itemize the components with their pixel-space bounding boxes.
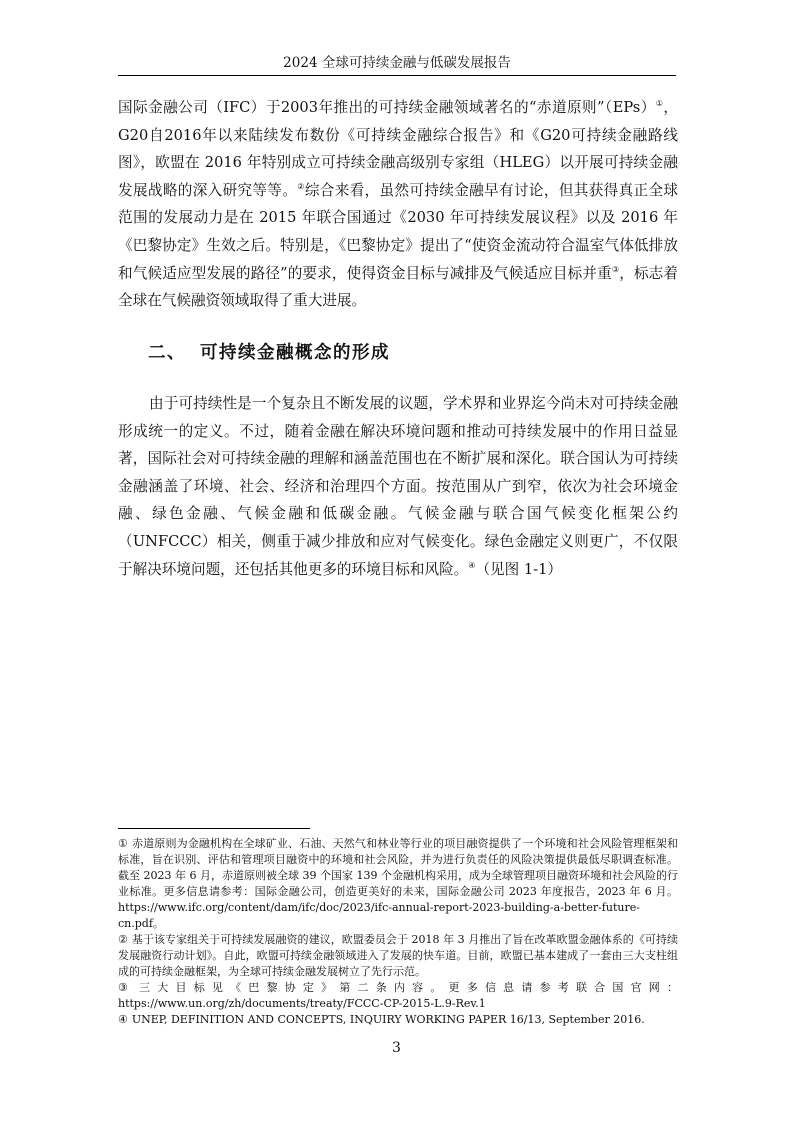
paragraph-2-text: 由于可持续性是一个复杂且不断发展的议题，学术界和业界迄今尚未对可持续金融形成统一的定义。不过，随着金融在解决环境问题和推动可持续发展中的作用日益显著，国际社会对可持续金融的理解和涵盖范围也在不断扩展和深化。联合国认为可持续金融涵盖了环境、社会、经济和治理四个方面。按范围从广到窄，依次为社会环境金融、绿色金融、气候金融和低碳金融。气候金融与联合国气候变化框架公约（UNFCCC）相关，侧重于减少排放和应对气候变化。绿色金融定义则更广，不仅限于解决环境问题，还包括其他更多的环境目标和风险。 (118, 395, 678, 578)
body-paragraph-1 (118, 94, 678, 315)
footnote-ref-2[interactable]: ② (297, 181, 305, 191)
footnote-item (118, 836, 678, 932)
footnote-text: 基于该专家组关于可持续发展融资的建议，欧盟委员会于 2018 年 3 月推出了旨在改革欧盟金融体系的《可持续发展融资行动计划》。自此，欧盟可持续金融领域进入了发展的快车道。目前，欧盟已基本建成了一套由三大支柱组成的可持续金融框架，为全球可持续金融发展树立了先行示范。 (118, 933, 678, 978)
paragraph-1-text-b: ，G20自2016年以来陆续发布数份《可持续金融综合报告》和《G20可持续金融路线图》，欧盟在 2016 年特别成立可持续金融高级别专家组（HLEG）以开展可持续金融发展战略的深入研究等等。 (118, 99, 678, 199)
footnote-ref-1[interactable]: ① (655, 99, 664, 108)
footnote-mark: ④ (118, 1013, 128, 1026)
footnote-list (118, 836, 678, 1028)
footnote-mark: ③ (118, 981, 136, 994)
paragraph-1-text-d: ，标志着全球在气候融资领域取得了重大进展。 (118, 264, 679, 310)
footnote-text: UNEP, DEFINITION AND CONCEPTS, INQUIRY WORKING PAPER 16/13, September 2016. (131, 1013, 645, 1026)
figure-reference: （见图 1-1） (475, 560, 562, 578)
footnote-mark: ② (118, 933, 128, 946)
page-number: 3 (392, 1040, 401, 1056)
footnote-mark: ① (118, 837, 129, 850)
footnote-ref-3[interactable]: ③ (611, 264, 620, 274)
footnote-text: 赤道原则为金融机构在全球矿业、石油、天然气和林业等行业的项目融资提供了一个环境和社会风险管理框架和标准，旨在识别、评估和管理项目融资中的环境和社会风险，并为进行负责任的风险决策提供最低尽职调查标准。截至 2023 年 6 月，赤道原则被全球 39 个国家 139 个金融机构采用，成为全球管理项目融资环境和社会风险的行业标准。更多信息请参考：国际金融公司，创造更美好的未来，国际金融公司 2023 年度报告，2023 年 6 月。https://www.ifc.org/content/dam/ifc/doc/2023/ifc-annual-report-2023-building-a-better-future-cn.pdf。 (118, 837, 678, 930)
section-number: 二、 (148, 343, 186, 363)
header-divider (118, 75, 676, 76)
footnote-text: 三大目标见《巴黎协定》第二条内容。更多信息请参考联合国官网：https://www.un.org/zh/documents/treaty/FCCC-CP-2015-L.9-Rev.1 (118, 981, 678, 1010)
footnote-item (118, 1012, 678, 1028)
paragraph-1-text-a: 国际金融公司（IFC）于2003年推出的可持续金融领域著名的“赤道原则”（EPs） (118, 99, 656, 116)
section-heading (148, 340, 390, 366)
footnote-divider (118, 828, 310, 829)
section-title: 可持续金融概念的形成 (200, 343, 390, 363)
footnote-item (118, 932, 678, 980)
paragraph-1-text-c: 综合来看，虽然可持续金融早有讨论，但其获得真正全球范围的发展动力是在 2015 年联合国通过《2030 年可持续发展议程》以及 2016 年《巴黎协定》生效之后。特别是，《巴黎协定》提出了“使资金流动符合温室气体低排放和气候适应型发展的路径”的要求，使得资金目标与减排及气候适应目标并重 (118, 181, 678, 282)
footnote-item (118, 980, 678, 1012)
body-paragraph-2 (118, 390, 678, 583)
footnote-ref-4[interactable]: ④ (468, 560, 476, 570)
running-header: 2024 全球可持续金融与低碳发展报告 (283, 55, 511, 71)
